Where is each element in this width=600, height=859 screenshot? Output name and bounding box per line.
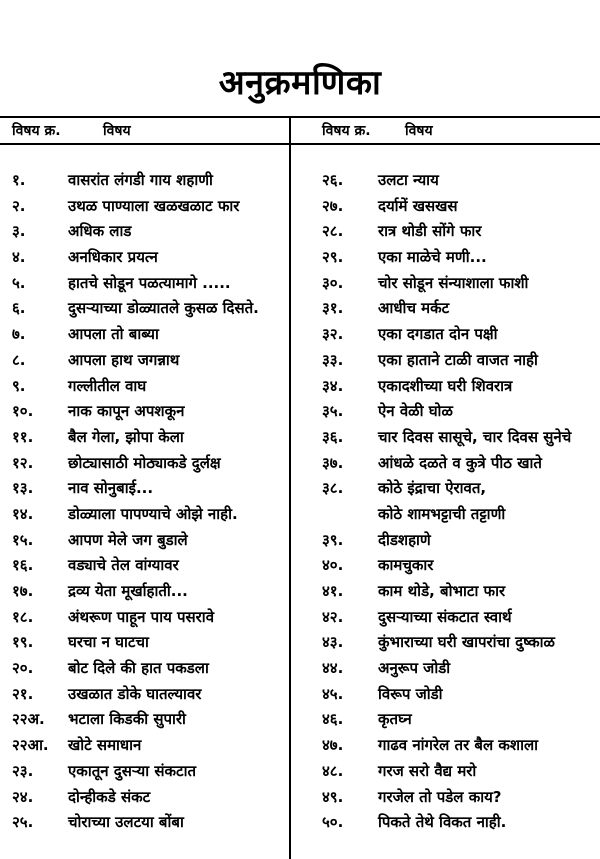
entry-number: ४५. bbox=[322, 684, 344, 703]
entry-number: ४०. bbox=[322, 556, 344, 575]
table-header-rule bbox=[0, 143, 600, 145]
entry-topic: घरचा न घाटचा bbox=[68, 633, 149, 652]
entry-number: ४९. bbox=[322, 787, 344, 806]
entry-number: ४६. bbox=[322, 710, 344, 729]
index-entry bbox=[296, 656, 600, 682]
entry-topic: ऐन वेळी घोळ bbox=[378, 402, 453, 421]
entry-topic: आधीच मर्कट bbox=[378, 299, 450, 318]
entry-number: २८. bbox=[322, 222, 344, 241]
index-entry bbox=[296, 759, 600, 785]
entry-topic: दोन्हीकडे संकट bbox=[68, 787, 151, 806]
right-number-header: विषय क्र. bbox=[322, 123, 371, 139]
index-entry bbox=[296, 502, 600, 528]
entry-topic: अनधिकार प्रयत्न bbox=[68, 248, 158, 267]
index-entry bbox=[0, 296, 290, 322]
index-entry bbox=[0, 579, 290, 605]
left-index-column bbox=[0, 168, 290, 836]
entry-number: २२अ. bbox=[12, 710, 45, 729]
entry-number: १. bbox=[12, 171, 26, 189]
entry-topic: दर्यामें खसखस bbox=[378, 196, 458, 215]
entry-topic: दुसऱ्याच्या डोळ्यातले कुसळ दिसते. bbox=[68, 299, 259, 318]
entry-number: ९. bbox=[12, 376, 26, 395]
entry-number: ६. bbox=[12, 299, 26, 318]
index-entry bbox=[296, 528, 600, 554]
index-entry bbox=[0, 322, 290, 348]
index-entry bbox=[296, 605, 600, 631]
index-entry bbox=[0, 425, 290, 451]
index-entry bbox=[296, 296, 600, 322]
index-entry bbox=[0, 348, 290, 374]
left-number-header: विषय क्र. bbox=[12, 123, 61, 139]
page-title: अनुक्रमणिका bbox=[218, 63, 382, 103]
index-entry bbox=[0, 502, 290, 528]
entry-number: ८. bbox=[12, 350, 26, 369]
index-entry bbox=[296, 733, 600, 759]
entry-topic: कृतघ्न bbox=[378, 710, 412, 729]
entry-topic: दुसऱ्याच्या संकटात स्वार्थ bbox=[378, 607, 512, 626]
entry-number: ३५. bbox=[322, 402, 344, 421]
entry-topic: वासरांत लंगडी गाय शहाणी bbox=[68, 171, 213, 189]
entry-number: १८. bbox=[12, 607, 34, 626]
index-entry bbox=[296, 194, 600, 220]
index-entry bbox=[0, 451, 290, 477]
entry-topic: बोट दिले की हात पकडला bbox=[68, 659, 209, 678]
index-entry bbox=[296, 374, 600, 400]
index-entry bbox=[0, 733, 290, 759]
entry-topic: पिकते तेथे विकत नाही. bbox=[378, 813, 507, 832]
index-entry bbox=[296, 476, 600, 502]
entry-topic: अनुरूप जोडी bbox=[378, 659, 451, 678]
index-entry bbox=[0, 476, 290, 502]
index-entry bbox=[0, 605, 290, 631]
entry-topic: चोराच्या उलटया बोंबा bbox=[68, 813, 184, 832]
index-entry bbox=[0, 656, 290, 682]
entry-topic: उथळ पाण्याला खळखळाट फार bbox=[68, 196, 240, 215]
entry-number: २६. bbox=[322, 171, 344, 189]
entry-topic: एका दगडात दोन पक्षी bbox=[378, 325, 498, 344]
entry-topic: कामचुकार bbox=[378, 556, 434, 575]
entry-number: ३६. bbox=[322, 427, 344, 446]
index-entry bbox=[0, 707, 290, 733]
index-entry bbox=[0, 785, 290, 811]
index-entry bbox=[296, 682, 600, 708]
entry-number: ४१. bbox=[322, 582, 344, 600]
entry-number: १६. bbox=[12, 556, 34, 575]
entry-number: ४२. bbox=[322, 607, 344, 626]
entry-topic: आपण मेले जग बुडाले bbox=[68, 530, 188, 549]
index-entry bbox=[296, 810, 600, 836]
table-top-rule bbox=[0, 116, 600, 118]
entry-topic: उखळात डोके घातल्यावर bbox=[68, 684, 202, 703]
index-entry bbox=[0, 682, 290, 708]
entry-number: ३२. bbox=[322, 325, 344, 344]
index-entry bbox=[0, 528, 290, 554]
entry-number: ४३. bbox=[322, 633, 344, 652]
entry-topic: गरज सरो वैद्य मरो bbox=[378, 761, 477, 780]
entry-number: १४. bbox=[12, 504, 34, 523]
index-entry bbox=[296, 245, 600, 271]
entry-topic: नाक कापून अपशकून bbox=[68, 402, 185, 421]
entry-number: २७. bbox=[322, 196, 344, 215]
entry-topic: चार दिवस सासूचे, चार दिवस सुनेचे bbox=[378, 427, 572, 446]
index-entry bbox=[0, 245, 290, 271]
entry-topic: हातचे सोडून पळत्यामागे ..... bbox=[68, 273, 231, 292]
entry-number: २२आ. bbox=[12, 736, 49, 755]
entry-topic: भटाला किडकी सुपारी bbox=[68, 710, 186, 729]
entry-number: ७. bbox=[12, 325, 26, 344]
index-entry bbox=[296, 553, 600, 579]
entry-topic: बैल गेला, झोपा केला bbox=[68, 427, 184, 446]
entry-number: २१. bbox=[12, 684, 34, 703]
entry-topic: गरजेल तो पडेल काय? bbox=[378, 787, 502, 806]
index-entry bbox=[0, 399, 290, 425]
index-entry bbox=[296, 322, 600, 348]
index-entry bbox=[0, 219, 290, 245]
entry-number: २०. bbox=[12, 659, 34, 678]
index-entry bbox=[0, 374, 290, 400]
left-topic-header: विषय bbox=[103, 123, 131, 139]
entry-topic: अंथरूण पाहून पाय पसरावे bbox=[68, 607, 215, 626]
entry-topic: द्रव्य येता मूर्खाहाती... bbox=[68, 582, 188, 600]
entry-number: ५०. bbox=[322, 813, 344, 832]
entry-number: ३८. bbox=[322, 479, 344, 498]
index-entry bbox=[296, 451, 600, 477]
entry-number: ४४. bbox=[322, 659, 344, 678]
entry-number: ५. bbox=[12, 273, 26, 292]
entry-number: १९. bbox=[12, 633, 34, 652]
entry-number: ११. bbox=[12, 427, 34, 446]
entry-topic: एका माळेचे मणी... bbox=[378, 248, 487, 267]
entry-number: ४. bbox=[12, 248, 26, 267]
entry-number: ३१. bbox=[322, 299, 344, 318]
entry-number: ३. bbox=[12, 222, 26, 241]
entry-topic: काम थोडे, बोभाटा फार bbox=[378, 582, 506, 600]
entry-topic: रात्र थोडी सोंगे फार bbox=[378, 222, 482, 241]
entry-number: २९. bbox=[322, 248, 344, 267]
index-entry bbox=[0, 759, 290, 785]
entry-number: ३४. bbox=[322, 376, 344, 395]
index-entry bbox=[296, 271, 600, 297]
index-entry bbox=[0, 810, 290, 836]
entry-number: २. bbox=[12, 196, 26, 215]
right-index-column bbox=[296, 168, 600, 836]
entry-topic: एकातून दुसऱ्या संकटात bbox=[68, 761, 197, 780]
entry-topic: दीडशहाणे bbox=[378, 530, 431, 549]
entry-number: १०. bbox=[12, 402, 34, 421]
entry-topic: वड्याचे तेल वांग्यावर bbox=[68, 556, 179, 575]
index-entry bbox=[0, 553, 290, 579]
entry-topic: कुंभाराच्या घरी खापरांचा दुष्काळ bbox=[378, 633, 555, 652]
entry-number: ३०. bbox=[322, 273, 344, 292]
right-topic-header: विषय bbox=[405, 123, 433, 139]
entry-topic: छोट्यासाठी मोठ्याकडे दुर्लक्ष bbox=[68, 453, 221, 472]
entry-topic: उलटा न्याय bbox=[378, 171, 439, 189]
entry-topic: डोळ्याला पापण्याचे ओझे नाही. bbox=[68, 504, 238, 523]
entry-number: १५. bbox=[12, 530, 34, 549]
entry-topic: कोठे इंद्राचा ऐरावत, bbox=[378, 479, 487, 498]
entry-number: २३. bbox=[12, 761, 34, 780]
index-entry bbox=[296, 579, 600, 605]
entry-number: ४७. bbox=[322, 736, 344, 755]
entry-number: १२. bbox=[12, 453, 34, 472]
entry-topic: गल्लीतील वाघ bbox=[68, 376, 147, 395]
index-entry bbox=[0, 194, 290, 220]
entry-number: २४. bbox=[12, 787, 34, 806]
entry-topic: एका हाताने टाळी वाजत नाही bbox=[378, 350, 538, 369]
entry-topic: चोर सोडून संन्याशाला फाशी bbox=[378, 273, 529, 292]
entry-topic: नाव सोनुबाई... bbox=[68, 479, 154, 498]
index-entry bbox=[0, 630, 290, 656]
entry-number: ३९. bbox=[322, 530, 344, 549]
index-entry bbox=[296, 707, 600, 733]
index-entry bbox=[0, 168, 290, 194]
entry-topic: खोटे समाधान bbox=[68, 736, 142, 755]
entry-topic: विरूप जोडी bbox=[378, 684, 443, 703]
entry-number: ३३. bbox=[322, 350, 344, 369]
index-entry bbox=[296, 348, 600, 374]
entry-number: ३७. bbox=[322, 453, 344, 472]
entry-topic: अधिक लाड bbox=[68, 222, 132, 241]
index-entry bbox=[296, 785, 600, 811]
entry-topic: आपला तो बाब्या bbox=[68, 325, 159, 344]
entry-topic: गाढव नांगरेल तर बैल कशाला bbox=[378, 736, 539, 755]
index-entry bbox=[296, 399, 600, 425]
entry-number: १७. bbox=[12, 582, 34, 600]
entry-number: २५. bbox=[12, 813, 34, 832]
entry-topic: आंधळे दळते व कुत्रे पीठ खाते bbox=[378, 453, 542, 472]
index-entry bbox=[296, 425, 600, 451]
entry-topic: एकादशीच्या घरी शिवरात्र bbox=[378, 376, 513, 395]
index-entry bbox=[296, 630, 600, 656]
entry-number: ४८. bbox=[322, 761, 344, 780]
entry-topic: कोठे शामभट्टाची तट्टाणी bbox=[378, 504, 506, 523]
index-entry bbox=[0, 271, 290, 297]
index-entry bbox=[296, 219, 600, 245]
index-entry bbox=[296, 168, 600, 194]
entry-topic: आपला हाथ जगन्नाथ bbox=[68, 350, 180, 369]
entry-number: १३. bbox=[12, 479, 34, 498]
